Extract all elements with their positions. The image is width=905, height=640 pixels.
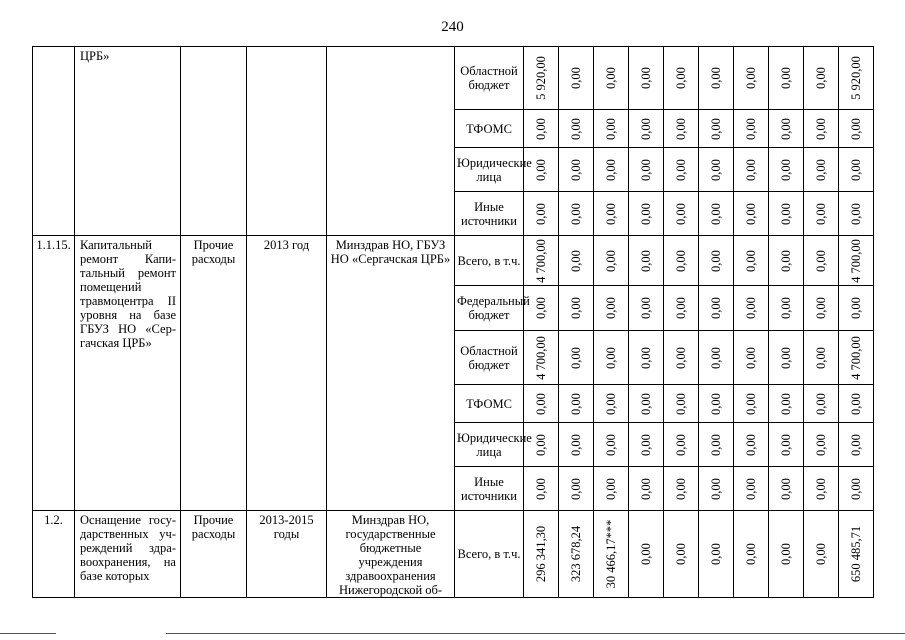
amount-value: 0,00 xyxy=(709,249,723,272)
amount-cell xyxy=(699,192,734,236)
amount-value: 0,00 xyxy=(674,202,688,225)
amount-cell xyxy=(524,331,559,385)
amount-value: 0,00 xyxy=(569,297,583,319)
amount-value: 0,00 xyxy=(604,346,618,369)
amount-value: 0,00 xyxy=(849,433,863,456)
amount-value: 0,00 xyxy=(534,433,548,456)
amount-value: 0,00 xyxy=(779,477,793,500)
amount-cell xyxy=(559,192,594,236)
item-name-line: гачская ЦРБ» xyxy=(80,336,152,350)
amount-cell xyxy=(559,148,594,192)
amount-cell xyxy=(664,511,699,598)
item-name-line: Оснащение госу- xyxy=(80,513,176,527)
amount-value: 0,00 xyxy=(709,67,723,89)
amount-value: 0,00 xyxy=(604,202,618,225)
expense-type xyxy=(181,47,247,236)
amount-cell xyxy=(699,423,734,467)
amount-cell xyxy=(699,47,734,110)
amount-value: 0,00 xyxy=(709,346,723,369)
amount-value: 0,00 xyxy=(814,249,828,272)
amount-cell xyxy=(769,511,804,598)
amount-cell xyxy=(804,423,839,467)
amount-cell xyxy=(664,423,699,467)
amount-cell xyxy=(699,511,734,598)
amount-cell xyxy=(699,110,734,148)
item-number xyxy=(33,47,75,236)
amount-value: 0,00 xyxy=(569,158,583,181)
amount-cell xyxy=(594,148,629,192)
item-number: 1.2. xyxy=(33,511,75,598)
amount-cell xyxy=(769,236,804,286)
amount-cell xyxy=(629,286,664,331)
amount-value: 0,00 xyxy=(709,543,723,565)
amount-cell xyxy=(664,110,699,148)
amount-value: 0,00 xyxy=(744,543,758,565)
amount-cell xyxy=(594,236,629,286)
amount-cell xyxy=(594,192,629,236)
amount-value: 0,00 xyxy=(674,117,688,140)
amount-cell xyxy=(839,331,874,385)
item-name-line: уровня на базе xyxy=(80,308,176,322)
amount-value: 30 466,17*** xyxy=(604,519,618,589)
amount-value: 0,00 xyxy=(604,433,618,456)
amount-cell xyxy=(769,110,804,148)
amount-value: 0,00 xyxy=(604,158,618,181)
amount-cell xyxy=(629,236,664,286)
amount-cell xyxy=(734,467,769,511)
amount-value: 0,00 xyxy=(744,433,758,456)
amount-value: 0,00 xyxy=(674,392,688,415)
amount-value: 0,00 xyxy=(744,346,758,369)
amount-value: 0,00 xyxy=(779,392,793,415)
amount-value: 0,00 xyxy=(709,117,723,140)
amount-cell xyxy=(804,110,839,148)
amount-value: 0,00 xyxy=(534,202,548,225)
funding-source-label: ТФОМС xyxy=(455,110,524,148)
table-row xyxy=(33,47,874,110)
amount-value: 0,00 xyxy=(674,477,688,500)
amount-cell xyxy=(524,148,559,192)
funding-source-label: Иные источники xyxy=(455,192,524,236)
amount-cell xyxy=(734,511,769,598)
expense-type: Прочие расходы xyxy=(181,511,247,598)
amount-value: 323 678,24 xyxy=(569,525,583,583)
amount-value: 0,00 xyxy=(604,67,618,89)
amount-value: 0,00 xyxy=(534,392,548,415)
item-name-line: ЦРБ» xyxy=(80,49,110,63)
amount-cell xyxy=(629,110,664,148)
amount-cell xyxy=(559,511,594,598)
amount-cell xyxy=(559,236,594,286)
executor: Минздрав НО, государственные бюджетные учреждения здравоохранения Нижегородской об- xyxy=(327,511,455,598)
amount-cell xyxy=(594,423,629,467)
amount-value: 0,00 xyxy=(744,297,758,319)
amount-cell xyxy=(804,467,839,511)
amount-cell xyxy=(664,236,699,286)
item-number: 1.1.15. xyxy=(33,236,75,511)
amount-cell xyxy=(524,423,559,467)
amount-value: 0,00 xyxy=(569,346,583,369)
amount-value: 0,00 xyxy=(744,117,758,140)
amount-value: 0,00 xyxy=(814,297,828,319)
amount-cell xyxy=(559,286,594,331)
item-name-line: помещений xyxy=(80,280,142,294)
amount-cell xyxy=(524,467,559,511)
amount-value: 0,00 xyxy=(709,202,723,225)
amount-cell xyxy=(629,331,664,385)
amount-value: 4 700,00 xyxy=(534,238,548,283)
amount-value: 0,00 xyxy=(674,433,688,456)
funding-source-label: Всего, в т.ч. xyxy=(455,511,524,598)
amount-cell xyxy=(664,192,699,236)
amount-value: 0,00 xyxy=(534,117,548,140)
amount-cell xyxy=(769,148,804,192)
amount-cell xyxy=(769,331,804,385)
amount-value: 0,00 xyxy=(534,297,548,319)
amount-cell xyxy=(839,286,874,331)
amount-value: 0,00 xyxy=(849,477,863,500)
amount-value: 0,00 xyxy=(674,67,688,89)
amount-value: 0,00 xyxy=(639,297,653,319)
amount-value: 0,00 xyxy=(639,477,653,500)
footer-rule-right xyxy=(166,633,905,634)
funding-source-label: Областной бюджет xyxy=(455,331,524,385)
amount-value: 0,00 xyxy=(814,543,828,565)
amount-cell xyxy=(839,511,874,598)
amount-cell xyxy=(804,286,839,331)
amount-value: 0,00 xyxy=(639,346,653,369)
amount-cell xyxy=(734,286,769,331)
amount-value: 5 920,00 xyxy=(534,56,548,100)
amount-value: 0,00 xyxy=(779,433,793,456)
amount-value: 0,00 xyxy=(569,117,583,140)
amount-cell xyxy=(594,511,629,598)
amount-cell xyxy=(664,47,699,110)
amount-value: 0,00 xyxy=(604,297,618,319)
amount-cell xyxy=(699,148,734,192)
amount-value: 0,00 xyxy=(639,158,653,181)
amount-value: 0,00 xyxy=(849,297,863,319)
amount-cell xyxy=(524,47,559,110)
amount-cell xyxy=(839,423,874,467)
amount-value: 0,00 xyxy=(569,433,583,456)
amount-cell xyxy=(559,423,594,467)
table-row xyxy=(33,236,874,286)
amount-cell xyxy=(699,385,734,423)
amount-value: 0,00 xyxy=(639,543,653,565)
amount-value: 0,00 xyxy=(744,392,758,415)
item-name-line: травмоцентра II xyxy=(80,294,176,308)
amount-cell xyxy=(804,385,839,423)
amount-value: 0,00 xyxy=(639,249,653,272)
amount-cell xyxy=(699,467,734,511)
amount-cell xyxy=(594,286,629,331)
amount-value: 0,00 xyxy=(639,433,653,456)
amount-cell xyxy=(769,467,804,511)
amount-cell xyxy=(524,110,559,148)
amount-value: 5 920,00 xyxy=(849,56,863,100)
amount-cell xyxy=(839,148,874,192)
amount-value: 0,00 xyxy=(709,433,723,456)
amount-value: 0,00 xyxy=(639,392,653,415)
amount-cell xyxy=(664,467,699,511)
amount-cell xyxy=(594,467,629,511)
amount-cell xyxy=(734,148,769,192)
program-table xyxy=(32,46,874,598)
executor: Минздрав НО, ГБУЗ НО «Сергачская ЦРБ» xyxy=(327,236,455,511)
page-number: 240 xyxy=(441,19,464,35)
amount-value: 650 485,71 xyxy=(849,525,863,583)
amount-value: 0,00 xyxy=(709,477,723,500)
amount-cell xyxy=(629,511,664,598)
amount-value: 0,00 xyxy=(814,117,828,140)
item-name xyxy=(75,236,181,511)
amount-value: 0,00 xyxy=(744,477,758,500)
amount-cell xyxy=(629,148,664,192)
item-name-line: воохранения, на xyxy=(80,555,176,569)
amount-cell xyxy=(839,467,874,511)
amount-value: 0,00 xyxy=(814,477,828,500)
amount-cell xyxy=(559,331,594,385)
amount-value: 0,00 xyxy=(604,477,618,500)
item-name-line: ремонт Капи- xyxy=(80,252,176,266)
amount-value: 0,00 xyxy=(674,249,688,272)
amount-cell xyxy=(594,331,629,385)
amount-cell xyxy=(839,236,874,286)
amount-value: 0,00 xyxy=(849,117,863,140)
amount-cell xyxy=(769,192,804,236)
amount-value: 0,00 xyxy=(814,202,828,225)
amount-cell xyxy=(594,385,629,423)
amount-value: 0,00 xyxy=(709,392,723,415)
amount-value: 4 700,00 xyxy=(534,335,548,380)
amount-value: 0,00 xyxy=(744,249,758,272)
amount-cell xyxy=(559,110,594,148)
amount-value: 0,00 xyxy=(639,202,653,225)
amount-cell xyxy=(769,286,804,331)
amount-cell xyxy=(524,236,559,286)
funding-source-label: Всего, в т.ч. xyxy=(455,236,524,286)
item-name-line: тальный ремонт xyxy=(80,266,176,280)
amount-value: 0,00 xyxy=(604,117,618,140)
amount-value: 296 341,30 xyxy=(534,525,548,583)
footer-rule-left xyxy=(0,633,56,634)
funding-source-label: ТФОМС xyxy=(455,385,524,423)
amount-cell xyxy=(629,192,664,236)
amount-value: 0,00 xyxy=(779,117,793,140)
amount-cell xyxy=(769,47,804,110)
amount-cell xyxy=(699,236,734,286)
amount-value: 4 700,00 xyxy=(849,238,863,283)
amount-value: 0,00 xyxy=(779,543,793,565)
amount-cell xyxy=(629,385,664,423)
amount-value: 0,00 xyxy=(814,158,828,181)
amount-value: 0,00 xyxy=(534,158,548,181)
amount-cell xyxy=(524,192,559,236)
amount-cell xyxy=(664,331,699,385)
amount-value: 0,00 xyxy=(779,249,793,272)
amount-value: 0,00 xyxy=(849,158,863,181)
amount-cell xyxy=(524,286,559,331)
amount-cell xyxy=(699,331,734,385)
amount-value: 0,00 xyxy=(779,158,793,181)
amount-cell xyxy=(664,286,699,331)
amount-cell xyxy=(699,286,734,331)
amount-cell xyxy=(524,385,559,423)
funding-source-label: Федеральный бюджет xyxy=(455,286,524,331)
amount-value: 0,00 xyxy=(674,346,688,369)
amount-value: 0,00 xyxy=(744,158,758,181)
amount-value: 0,00 xyxy=(569,67,583,89)
amount-value: 0,00 xyxy=(674,297,688,319)
amount-cell xyxy=(839,385,874,423)
amount-cell xyxy=(769,385,804,423)
amount-value: 0,00 xyxy=(709,297,723,319)
amount-cell xyxy=(734,47,769,110)
amount-value: 0,00 xyxy=(814,67,828,89)
amount-cell xyxy=(594,47,629,110)
amount-cell xyxy=(839,110,874,148)
amount-value: 0,00 xyxy=(779,346,793,369)
amount-cell xyxy=(734,331,769,385)
period xyxy=(247,47,327,236)
amount-cell xyxy=(664,148,699,192)
amount-cell xyxy=(559,467,594,511)
amount-value: 0,00 xyxy=(569,477,583,500)
amount-value: 0,00 xyxy=(604,392,618,415)
amount-cell xyxy=(804,331,839,385)
item-name-line: Капитальный xyxy=(80,238,152,252)
funding-source-label: Юридические лица xyxy=(455,148,524,192)
amount-value: 0,00 xyxy=(569,392,583,415)
amount-value: 0,00 xyxy=(814,433,828,456)
amount-cell xyxy=(804,148,839,192)
amount-value: 0,00 xyxy=(744,67,758,89)
amount-cell xyxy=(559,47,594,110)
amount-cell xyxy=(629,423,664,467)
amount-cell xyxy=(734,236,769,286)
amount-value: 0,00 xyxy=(744,202,758,225)
amount-cell xyxy=(734,110,769,148)
amount-value: 0,00 xyxy=(639,67,653,89)
item-name xyxy=(75,47,181,236)
funding-source-label: Иные источники xyxy=(455,467,524,511)
amount-cell xyxy=(839,47,874,110)
item-name-line: ГБУЗ НО «Сер- xyxy=(80,322,176,336)
period: 2013 год xyxy=(247,236,327,511)
amount-value: 0,00 xyxy=(849,202,863,225)
amount-cell xyxy=(804,236,839,286)
amount-cell xyxy=(629,467,664,511)
amount-cell xyxy=(804,47,839,110)
amount-cell xyxy=(594,110,629,148)
amount-value: 4 700,00 xyxy=(849,335,863,380)
amount-cell xyxy=(734,192,769,236)
period: 2013-2015 годы xyxy=(247,511,327,598)
executor xyxy=(327,47,455,236)
amount-value: 0,00 xyxy=(674,158,688,181)
funding-source-label: Областной бюджет xyxy=(455,47,524,110)
amount-value: 0,00 xyxy=(639,117,653,140)
amount-value: 0,00 xyxy=(849,392,863,415)
funding-source-label: Юридические лица xyxy=(455,423,524,467)
amount-cell xyxy=(559,385,594,423)
amount-cell xyxy=(804,192,839,236)
amount-value: 0,00 xyxy=(779,202,793,225)
item-name-line: дарственных уч- xyxy=(80,527,176,541)
amount-cell xyxy=(524,511,559,598)
amount-value: 0,00 xyxy=(779,67,793,89)
expense-type: Прочие расходы xyxy=(181,236,247,511)
amount-cell xyxy=(664,385,699,423)
amount-cell xyxy=(629,47,664,110)
amount-cell xyxy=(769,423,804,467)
amount-value: 0,00 xyxy=(569,202,583,225)
amount-value: 0,00 xyxy=(674,543,688,565)
item-name xyxy=(75,511,181,598)
amount-value: 0,00 xyxy=(604,249,618,272)
amount-value: 0,00 xyxy=(814,392,828,415)
amount-cell xyxy=(804,511,839,598)
amount-cell xyxy=(839,192,874,236)
item-name-line: базе которых xyxy=(80,569,150,583)
amount-value: 0,00 xyxy=(779,297,793,319)
amount-value: 0,00 xyxy=(814,346,828,369)
amount-value: 0,00 xyxy=(569,249,583,272)
amount-value: 0,00 xyxy=(534,477,548,500)
table-row xyxy=(33,511,874,598)
amount-value: 0,00 xyxy=(709,158,723,181)
amount-cell xyxy=(734,423,769,467)
item-name-line: реждений здра- xyxy=(80,541,176,555)
amount-cell xyxy=(734,385,769,423)
